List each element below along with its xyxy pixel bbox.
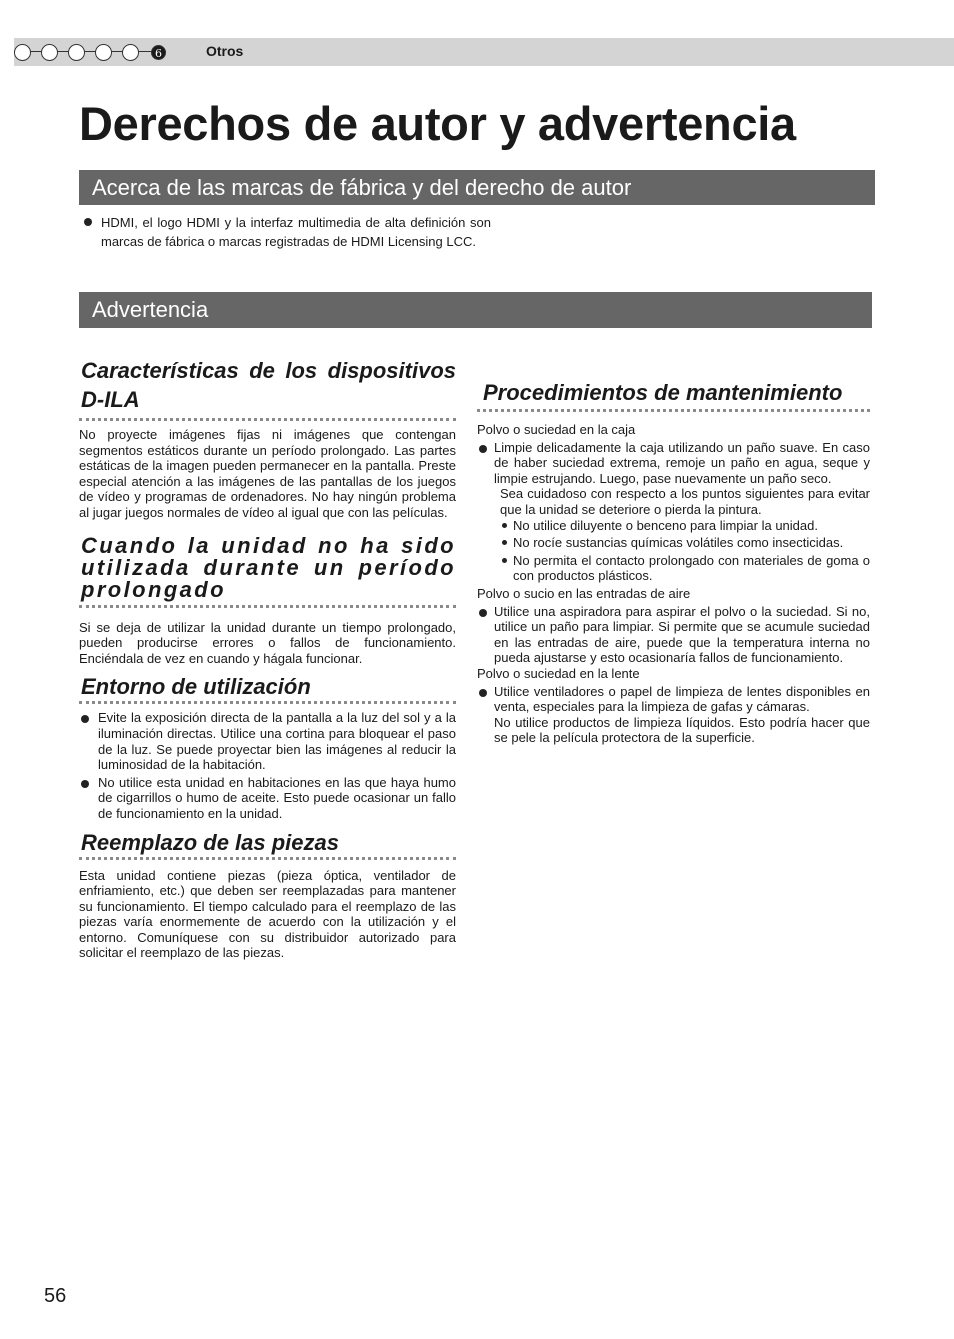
section-name: Otros <box>206 43 244 59</box>
environment-heading: Entorno de utilización <box>79 674 456 704</box>
lens-note: No utilice productos de limpieza líquidos. Esto podría hacer que se pele la película protectora de la superficie. <box>494 714 870 746</box>
chapter-step-4-icon <box>95 44 112 61</box>
unused-heading: Cuando la unidad no ha sido utilizada durante un período prolongado <box>79 535 456 608</box>
page-number: 56 <box>44 1285 67 1307</box>
chapter-step-current-icon: 6 <box>151 45 166 60</box>
left-column <box>79 356 456 961</box>
case-sub-3: No permita el contacto prolongado con materiales de goma o con productos plásticos. <box>500 553 870 584</box>
lens-label: Polvo o suciedad en la lente <box>477 665 640 681</box>
case-sub-2: No rocíe sustancias químicas volátiles como insecticidas. <box>500 535 870 551</box>
trademark-bullet: HDMI, el logo HDMI y la interfaz multimedia de alta definición son marcas de fábrica o marcas registradas de HDMI Licensing LCC. <box>82 213 491 251</box>
lens-bullet: Utilice ventiladores o papel de limpieza de lentes disponibles en venta, especiales para la limpieza de gafas y cámaras. <box>477 684 870 715</box>
parts-heading: Reemplazo de las piezas <box>79 830 456 860</box>
case-label: Polvo o suciedad en la caja <box>477 422 636 437</box>
dila-heading: Características de los dispositivos D-ILA <box>79 356 456 421</box>
vent-label: Polvo o sucio en las entradas de aire <box>477 585 691 601</box>
chapter-header-bar <box>14 38 954 66</box>
case-note: Sea cuidadoso con respecto a los puntos siguientes para evitar que la unidad se deteriore o pierda la pintura. <box>500 486 870 517</box>
chapter-step-2-icon <box>41 44 58 61</box>
case-sub-1: No utilice diluyente o benceno para limpiar la unidad. <box>500 518 870 534</box>
chapter-step-3-icon <box>68 44 85 61</box>
case-bullet: Limpie delicadamente la caja utilizando un paño suave. En caso de haber suciedad extrema, remoje un paño en agua, seque y limpie estrujando. Luego, pase nuevamente un paño seco. <box>477 440 870 487</box>
vent-bullet: Utilice una aspiradora para aspirar el polvo o la suciedad. Si no, utilice un paño para limpiar. Si permite que se acumule suciedad en las entradas de aire, puede que la temperatura interna no pueda ajustarse y esto ocasionaría fallos de funcionamiento. <box>477 604 870 666</box>
chapter-progress <box>14 38 166 66</box>
progress-line <box>14 51 166 52</box>
environment-bullet-1: Evite la exposición directa de la pantalla a la luz del sol y a la iluminación directas. Utilice una cortina para bloquear el paso de la luz. Se puede proyectar bien las imágenes al reducir la luminosidad de la habitación. <box>79 710 456 772</box>
dila-text: No proyecte imágenes fijas ni imágenes que contengan segmentos estáticos durante un período prolongado. Las partes estáticas de la imagen pueden permanecer en la pantalla. Preste especial atención a las imágenes de las pantallas de los juegos de vídeo y programas de ordenadores. No hay ningún problema al jugar juegos normales de vídeo al igual que con las películas. <box>79 427 456 520</box>
unused-text: Si se deja de utilizar la unidad durante un tiempo prolongado, pueden producirse errores o fallos de funcionamiento. Enciéndala de vez en cuando y hágala funcionar. <box>79 619 456 666</box>
chapter-step-5-icon <box>122 44 139 61</box>
warning-heading: Advertencia <box>79 292 872 328</box>
right-column <box>477 380 870 746</box>
environment-bullet-2: No utilice esta unidad en habitaciones en las que haya humo de cigarrillos o humo de aceite. Esto puede ocasionar un fallo de funcionamiento en la unidad. <box>79 775 456 822</box>
trademark-heading: Acerca de las marcas de fábrica y del derecho de autor <box>79 170 875 205</box>
maintenance-heading: Procedimientos de mantenimiento <box>477 380 870 412</box>
chapter-step-1-icon <box>14 44 31 61</box>
page-title: Derechos de autor y advertencia <box>79 97 796 150</box>
parts-text: Esta unidad contiene piezas (pieza óptica, ventilador de enfriamiento, etc.) que deben ser reemplazadas para mantener su funcionamiento. El tiempo calculado para el reemplazo de las piezas varía enormemente de acuerdo con la utilización y el entorno. Comuníquese con su distribuidor autorizado para solicitar el reemplazo de las piezas. <box>79 867 456 961</box>
